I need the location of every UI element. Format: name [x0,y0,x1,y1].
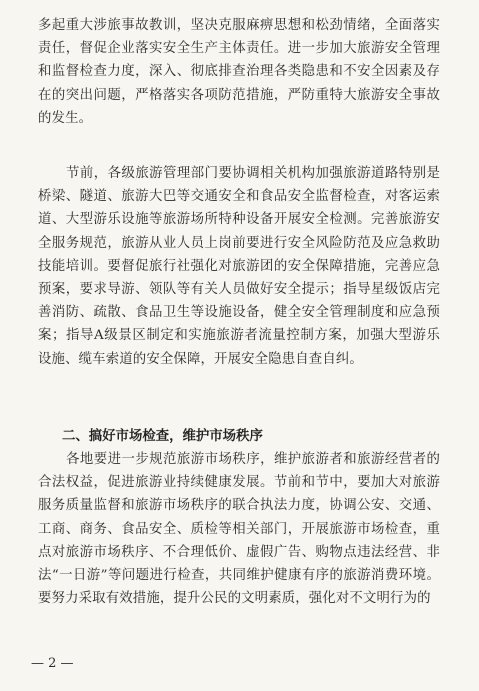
body-paragraph-2: 节前，各级旅游管理部门要协调相关机构加强旅游道路特别是桥梁、隧道、旅游大巴等交通安全和食品安全监督检查，对客运索道、大型游乐设施等旅游场所特种设备开展安全检测。完善旅游安全服务规范，旅游从业人员上岗前要进行安全风险防范及应急救助技能培训。要督促旅行社强化对旅游团的安全保障措施，完善应急预案，要求导游、领队等有关人员做好安全提示；指导星级饭店完善消防、疏散、食品卫生等设施设备，健全安全管理制度和应急预案；指导A级景区制定和实施旅游者流量控制方案，加强大型游乐设施、缆车索道的安全保障，开展安全隐患自查自纠。 [38,166,440,367]
section-heading: 二、搞好市场检查，维护市场秩序 [62,429,263,444]
body-paragraph-3: 各地要进一步规范旅游市场秩序，维护旅游者和旅游经营者的合法权益，促进旅游业持续健康发展。节前和节中，要加大对旅游服务质量监督和旅游市场秩序的联合执法力度，协调公安、交通、工商、商务、食品安全、质检等相关部门，开展旅游市场检查，重点对旅游市场秩序、不合理低价、虚假广告、购物点违法经营、非法“一日游”等问题进行检查，共同维护健康有序的旅游消费环境。要努力采取有效措施，提升公民的文明素质，强化对不文明行为的 [38,452,440,607]
body-paragraph-1: 多起重大涉旅事故教训，坚决克服麻痹思想和松劲情绪，全面落实责任，督促企业落实安全生产主体责任。进一步加大旅游安全管理和监督检查力度，深入、彻底排查治理各类隐患和不安全因素及存在的突出问题，严格落实各项防范措施，严防重特大旅游安全事故的发生。 [38,18,440,126]
page-number: — 2 — [31,656,74,671]
